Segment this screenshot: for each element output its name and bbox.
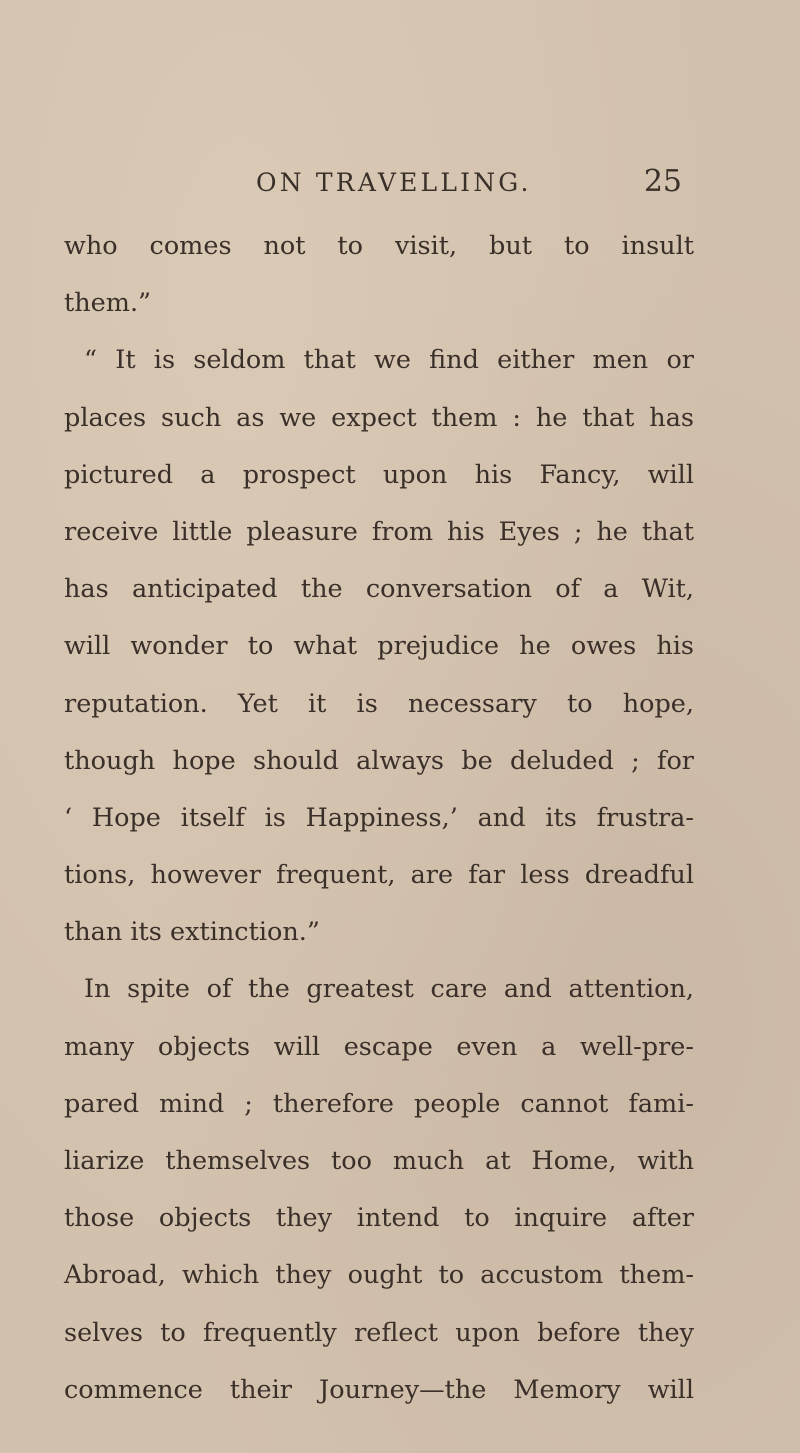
text-line: places such as we expect them : he that has — [64, 402, 694, 433]
text-line: will wonder to what prejudice he owes his — [64, 631, 694, 662]
text-line: though hope should always be deluded ; for — [64, 745, 694, 776]
text-line: those objects they intend to inquire after — [64, 1203, 694, 1234]
text-line: liarize themselves too much at Home, with — [64, 1146, 694, 1176]
text-line: Abroad, which they ought to accustom them- — [64, 1260, 694, 1291]
text-line: selves to frequently reflect upon before they — [64, 1317, 694, 1348]
text-line: many objects will escape even a well-pre- — [64, 1031, 694, 1062]
text-line: “ It is seldom that we find either men or — [84, 345, 694, 376]
text-line: them.” — [64, 288, 152, 319]
body-text — [64, 218, 694, 1419]
page-number: 25 — [643, 164, 682, 199]
text-line: who comes not to visit, but to insult — [64, 231, 694, 261]
text-line: In spite of the greatest care and attention, — [84, 974, 694, 1005]
text-line: receive little pleasure from his Eyes ; he that — [64, 516, 694, 547]
running-head — [0, 164, 800, 208]
text-line: ‘ Hope itself is Happiness,’ and its frustra- — [64, 802, 694, 833]
text-line: than its extinction.” — [64, 917, 320, 948]
text-line: pared mind ; therefore people cannot fami- — [64, 1088, 694, 1119]
text-line: reputation. Yet it is necessary to hope, — [64, 688, 694, 719]
running-title: ON TRAVELLING. — [256, 168, 532, 197]
text-line: pictured a prospect upon his Fancy, will — [64, 459, 694, 490]
text-line: commence their Journey—the Memory will — [64, 1374, 694, 1405]
text-line: tions, however frequent, are far less dreadful — [64, 860, 694, 891]
text-line: has anticipated the conversation of a Wit, — [64, 574, 694, 605]
